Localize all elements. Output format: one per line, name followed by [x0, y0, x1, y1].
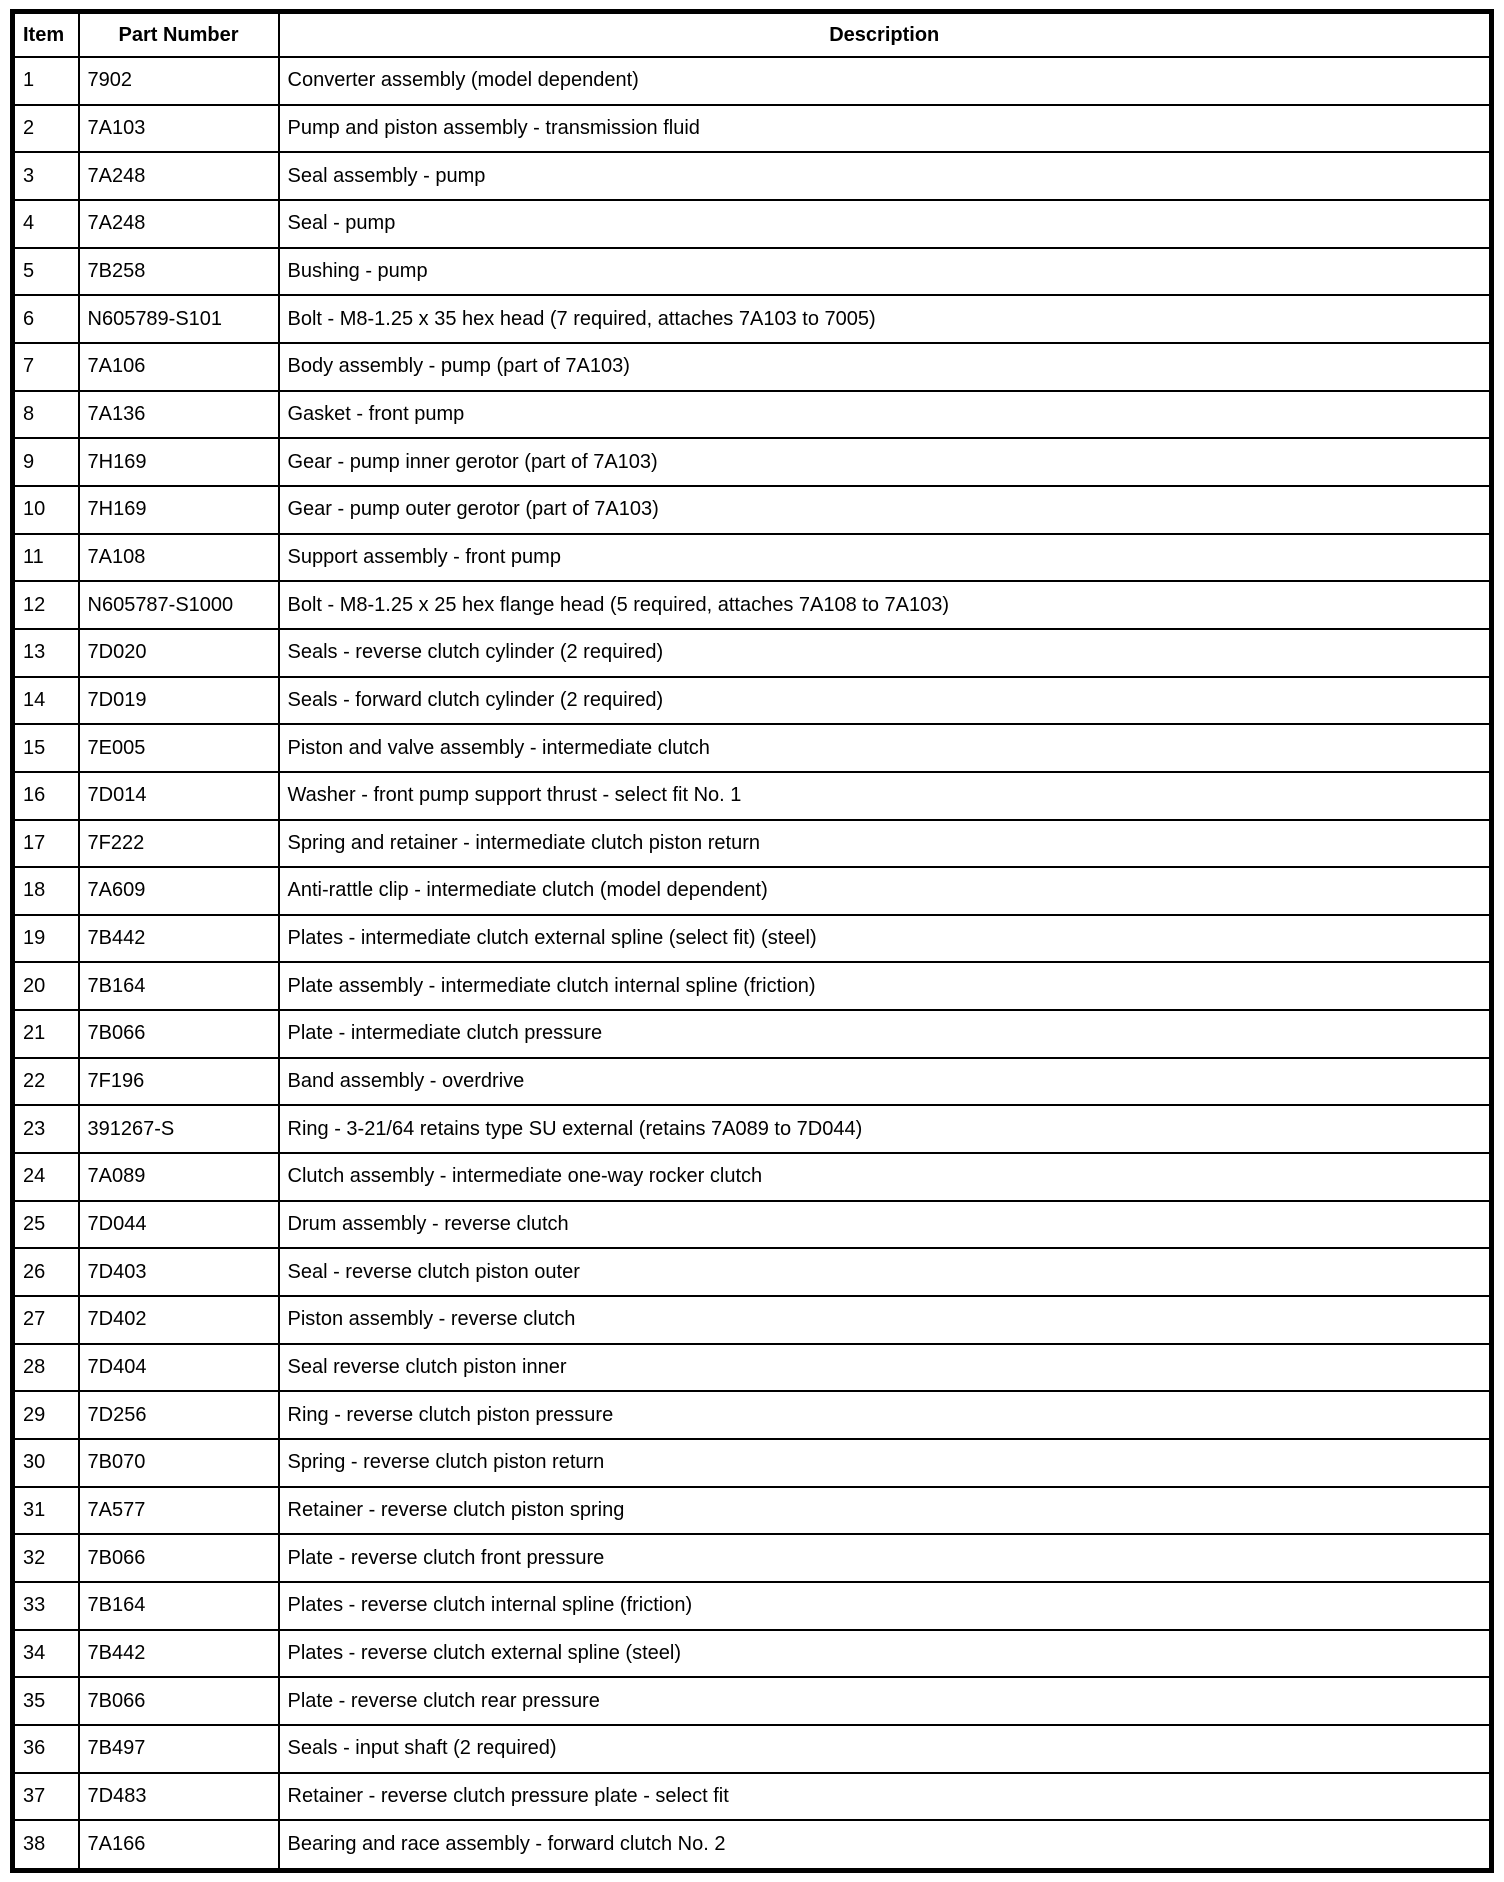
table-row — [13, 677, 1492, 725]
description-cell: Plate - reverse clutch rear pressure — [279, 1677, 1492, 1725]
column-header-item: Item — [13, 12, 79, 58]
part-number-cell: 7D404 — [79, 1344, 279, 1392]
item-cell: 4 — [13, 200, 79, 248]
description-cell: Seals - input shaft (2 required) — [279, 1725, 1492, 1773]
description-cell: Seal assembly - pump — [279, 152, 1492, 200]
description-cell: Plate assembly - intermediate clutch internal spline (friction) — [279, 962, 1492, 1010]
part-number-cell: N605787-S1000 — [79, 581, 279, 629]
table-row — [13, 343, 1492, 391]
description-cell: Plate - reverse clutch front pressure — [279, 1534, 1492, 1582]
table-row — [13, 534, 1492, 582]
item-cell: 31 — [13, 1487, 79, 1535]
part-number-cell: 7B066 — [79, 1010, 279, 1058]
part-number-cell: 7B442 — [79, 915, 279, 963]
description-cell: Bolt - M8-1.25 x 35 hex head (7 required, attaches 7A103 to 7005) — [279, 295, 1492, 343]
item-cell: 2 — [13, 105, 79, 153]
part-number-cell: 7H169 — [79, 486, 279, 534]
part-number-cell: 7D403 — [79, 1248, 279, 1296]
table-row — [13, 1487, 1492, 1535]
table-row — [13, 200, 1492, 248]
description-cell: Gear - pump inner gerotor (part of 7A103) — [279, 438, 1492, 486]
table-row — [13, 915, 1492, 963]
item-cell: 10 — [13, 486, 79, 534]
item-cell: 30 — [13, 1439, 79, 1487]
part-number-cell: 7B066 — [79, 1677, 279, 1725]
part-number-cell: 7B442 — [79, 1630, 279, 1678]
table-row — [13, 105, 1492, 153]
item-cell: 35 — [13, 1677, 79, 1725]
part-number-cell: 7F222 — [79, 820, 279, 868]
item-cell: 9 — [13, 438, 79, 486]
table-row — [13, 1248, 1492, 1296]
table-row — [13, 1058, 1492, 1106]
table-row — [13, 248, 1492, 296]
item-cell: 17 — [13, 820, 79, 868]
description-cell: Converter assembly (model dependent) — [279, 57, 1492, 105]
description-cell: Support assembly - front pump — [279, 534, 1492, 582]
table-row — [13, 438, 1492, 486]
description-cell: Seal - pump — [279, 200, 1492, 248]
table-row — [13, 57, 1492, 105]
table-row — [13, 1582, 1492, 1630]
table-row — [13, 724, 1492, 772]
item-cell: 13 — [13, 629, 79, 677]
parts-table — [10, 9, 1494, 1873]
description-cell: Retainer - reverse clutch pressure plate - select fit — [279, 1773, 1492, 1821]
part-number-cell: 7E005 — [79, 724, 279, 772]
description-cell: Bushing - pump — [279, 248, 1492, 296]
part-number-cell: 7B070 — [79, 1439, 279, 1487]
table-row — [13, 295, 1492, 343]
table-row — [13, 1344, 1492, 1392]
part-number-cell: 7B258 — [79, 248, 279, 296]
part-number-cell: 7B164 — [79, 1582, 279, 1630]
item-cell: 12 — [13, 581, 79, 629]
item-cell: 37 — [13, 1773, 79, 1821]
description-cell: Seal reverse clutch piston inner — [279, 1344, 1492, 1392]
table-row — [13, 581, 1492, 629]
part-number-cell: 7F196 — [79, 1058, 279, 1106]
part-number-cell: 7D402 — [79, 1296, 279, 1344]
item-cell: 18 — [13, 867, 79, 915]
table-row — [13, 962, 1492, 1010]
table-row — [13, 1010, 1492, 1058]
description-cell: Spring and retainer - intermediate clutch piston return — [279, 820, 1492, 868]
part-number-cell: 7A106 — [79, 343, 279, 391]
item-cell: 28 — [13, 1344, 79, 1392]
table-row — [13, 1725, 1492, 1773]
table-header-row — [13, 12, 1492, 58]
item-cell: 19 — [13, 915, 79, 963]
column-header-description: Description — [279, 12, 1492, 58]
table-body — [13, 57, 1492, 1871]
part-number-cell: 7D020 — [79, 629, 279, 677]
item-cell: 16 — [13, 772, 79, 820]
item-cell: 15 — [13, 724, 79, 772]
item-cell: 20 — [13, 962, 79, 1010]
description-cell: Ring - 3-21/64 retains type SU external (retains 7A089 to 7D044) — [279, 1105, 1492, 1153]
part-number-cell: 7902 — [79, 57, 279, 105]
description-cell: Pump and piston assembly - transmission fluid — [279, 105, 1492, 153]
description-cell: Body assembly - pump (part of 7A103) — [279, 343, 1492, 391]
description-cell: Seal - reverse clutch piston outer — [279, 1248, 1492, 1296]
item-cell: 34 — [13, 1630, 79, 1678]
item-cell: 21 — [13, 1010, 79, 1058]
item-cell: 33 — [13, 1582, 79, 1630]
description-cell: Drum assembly - reverse clutch — [279, 1201, 1492, 1249]
item-cell: 38 — [13, 1820, 79, 1870]
part-number-cell: 7A248 — [79, 152, 279, 200]
description-cell: Gasket - front pump — [279, 391, 1492, 439]
item-cell: 6 — [13, 295, 79, 343]
table-row — [13, 1153, 1492, 1201]
description-cell: Plates - intermediate clutch external spline (select fit) (steel) — [279, 915, 1492, 963]
item-cell: 26 — [13, 1248, 79, 1296]
item-cell: 5 — [13, 248, 79, 296]
part-number-cell: 7A609 — [79, 867, 279, 915]
part-number-cell: 7A108 — [79, 534, 279, 582]
item-cell: 14 — [13, 677, 79, 725]
column-header-part-number: Part Number — [79, 12, 279, 58]
description-cell: Bearing and race assembly - forward clutch No. 2 — [279, 1820, 1492, 1870]
description-cell: Plates - reverse clutch internal spline (friction) — [279, 1582, 1492, 1630]
item-cell: 29 — [13, 1391, 79, 1439]
part-number-cell: 391267-S — [79, 1105, 279, 1153]
description-cell: Band assembly - overdrive — [279, 1058, 1492, 1106]
description-cell: Washer - front pump support thrust - select fit No. 1 — [279, 772, 1492, 820]
description-cell: Spring - reverse clutch piston return — [279, 1439, 1492, 1487]
part-number-cell: 7A089 — [79, 1153, 279, 1201]
item-cell: 23 — [13, 1105, 79, 1153]
item-cell: 32 — [13, 1534, 79, 1582]
part-number-cell: 7A577 — [79, 1487, 279, 1535]
part-number-cell: 7D044 — [79, 1201, 279, 1249]
part-number-cell: 7B066 — [79, 1534, 279, 1582]
part-number-cell: 7A248 — [79, 200, 279, 248]
table-row — [13, 772, 1492, 820]
part-number-cell: 7A166 — [79, 1820, 279, 1870]
table-row — [13, 1820, 1492, 1870]
table-row — [13, 629, 1492, 677]
item-cell: 22 — [13, 1058, 79, 1106]
description-cell: Retainer - reverse clutch piston spring — [279, 1487, 1492, 1535]
part-number-cell: 7B497 — [79, 1725, 279, 1773]
description-cell: Bolt - M8-1.25 x 25 hex flange head (5 required, attaches 7A108 to 7A103) — [279, 581, 1492, 629]
item-cell: 25 — [13, 1201, 79, 1249]
table-row — [13, 1677, 1492, 1725]
description-cell: Clutch assembly - intermediate one-way rocker clutch — [279, 1153, 1492, 1201]
description-cell: Anti-rattle clip - intermediate clutch (model dependent) — [279, 867, 1492, 915]
description-cell: Plate - intermediate clutch pressure — [279, 1010, 1492, 1058]
description-cell: Ring - reverse clutch piston pressure — [279, 1391, 1492, 1439]
table-row — [13, 820, 1492, 868]
table-row — [13, 1201, 1492, 1249]
description-cell: Seals - forward clutch cylinder (2 required) — [279, 677, 1492, 725]
item-cell: 7 — [13, 343, 79, 391]
description-cell: Piston and valve assembly - intermediate clutch — [279, 724, 1492, 772]
description-cell: Piston assembly - reverse clutch — [279, 1296, 1492, 1344]
part-number-cell: 7D483 — [79, 1773, 279, 1821]
part-number-cell: 7D019 — [79, 677, 279, 725]
item-cell: 3 — [13, 152, 79, 200]
table-row — [13, 1391, 1492, 1439]
part-number-cell: 7B164 — [79, 962, 279, 1010]
table-row — [13, 1773, 1492, 1821]
item-cell: 24 — [13, 1153, 79, 1201]
table-row — [13, 391, 1492, 439]
table-row — [13, 1105, 1492, 1153]
part-number-cell: 7D256 — [79, 1391, 279, 1439]
part-number-cell: 7A103 — [79, 105, 279, 153]
description-cell: Plates - reverse clutch external spline (steel) — [279, 1630, 1492, 1678]
table-row — [13, 1630, 1492, 1678]
table-row — [13, 1296, 1492, 1344]
table-row — [13, 867, 1492, 915]
item-cell: 27 — [13, 1296, 79, 1344]
item-cell: 1 — [13, 57, 79, 105]
item-cell: 8 — [13, 391, 79, 439]
item-cell: 36 — [13, 1725, 79, 1773]
part-number-cell: N605789-S101 — [79, 295, 279, 343]
part-number-cell: 7A136 — [79, 391, 279, 439]
description-cell: Seals - reverse clutch cylinder (2 required) — [279, 629, 1492, 677]
table-row — [13, 1534, 1492, 1582]
part-number-cell: 7H169 — [79, 438, 279, 486]
description-cell: Gear - pump outer gerotor (part of 7A103) — [279, 486, 1492, 534]
table-row — [13, 152, 1492, 200]
table-row — [13, 1439, 1492, 1487]
item-cell: 11 — [13, 534, 79, 582]
table-row — [13, 486, 1492, 534]
part-number-cell: 7D014 — [79, 772, 279, 820]
